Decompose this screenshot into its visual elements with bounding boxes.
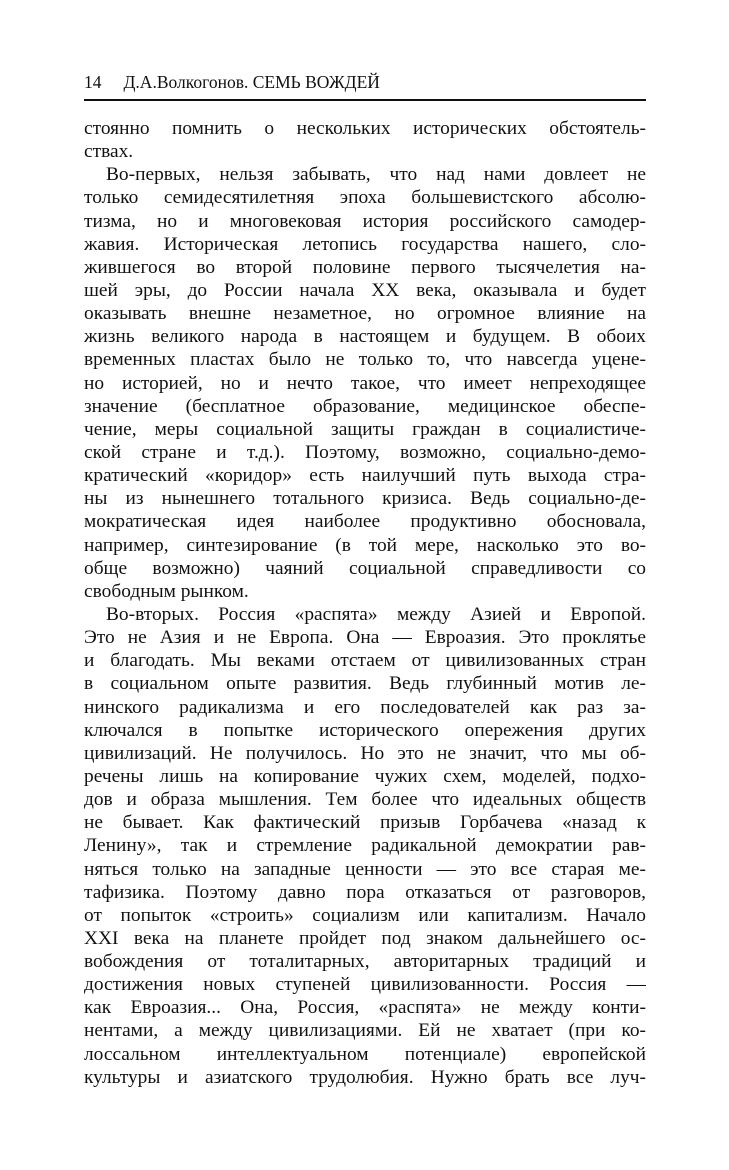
text-line: тизма, но и многовековая история российского самодер- xyxy=(84,210,646,232)
text-line: свободным рынком. xyxy=(84,580,249,602)
text-line: обще возможно) чаяний социальной справедливости со xyxy=(84,557,646,579)
book-page xyxy=(84,72,646,1089)
text-line: жизнь великого народа в настоящем и будущем. В обоих xyxy=(84,326,646,348)
text-line: но историей, но и нечто такое, что имеет непреходящее xyxy=(84,372,646,394)
text-line: Ленину», так и стремление радикальной демократии рав- xyxy=(84,835,646,857)
text-line: тафизика. Поэтому давно пора отказаться от разговоров, xyxy=(84,881,646,903)
text-line: жавия. Историческая летопись государства нашего, сло- xyxy=(84,233,646,255)
text-line: только семидесятилетняя эпоха большевистского абсолю- xyxy=(84,187,646,209)
text-line: стоянно помнить о нескольких исторических обстоятель- xyxy=(84,118,646,139)
running-title: Д.А.Волкогонов. СЕМЬ ВОЖДЕЙ xyxy=(123,72,380,92)
text-line: Это не Азия и не Европа. Она — Евроазия. Это проклятье xyxy=(84,627,646,649)
header-rule xyxy=(84,99,646,101)
text-line: временных пластах было не только то, что навсегда уцене- xyxy=(84,349,646,371)
text-line: Во-первых, нельзя забывать, что над нами довлеет не xyxy=(106,164,646,186)
text-line: ключался в попытке исторического опережения других xyxy=(84,719,646,741)
text-line: оказывать внешне незаметное, но огромное влияние на xyxy=(84,303,646,325)
text-line: вобождения от тоталитарных, авторитарных традиций и xyxy=(84,951,646,973)
text-line: цивилизаций. Не получилось. Но это не значит, что мы об- xyxy=(84,742,646,764)
text-line: кратический «коридор» есть наилучший путь выхода стра- xyxy=(84,465,646,487)
paragraph xyxy=(84,163,646,603)
text-line: от попыток «строить» социализм или капитализм. Начало xyxy=(84,904,646,926)
text-line: лоссальном интеллектуальном потенциале) европейской xyxy=(84,1043,646,1065)
text-line: XXI века на планете пройдет под знаком дальнейшего ос- xyxy=(84,927,646,949)
text-line: достижения новых ступеней цивилизованности. Россия — xyxy=(84,974,646,996)
running-head xyxy=(84,72,646,96)
text-line: речены лишь на копирование чужих схем, моделей, подхо- xyxy=(84,765,646,787)
text-line: значение (бесплатное образование, медицинское обеспе- xyxy=(84,395,646,417)
text-line: жившегося во второй половине первого тысячелетия на- xyxy=(84,256,646,278)
text-line: Во-вторых. Россия «распята» между Азией и Европой. xyxy=(106,603,646,625)
text-line: дов и образа мышления. Тем более что идеальных обществ xyxy=(84,789,646,811)
text-line: как Евроазия... Она, Россия, «распята» не между конти- xyxy=(84,997,646,1019)
text-line: няться только на западные ценности — это все старая ме- xyxy=(84,858,646,880)
paragraph xyxy=(84,603,646,1089)
text-line: чение, меры социальной защиты граждан в социалистиче- xyxy=(84,418,646,440)
text-line: ствах. xyxy=(84,141,134,163)
paragraph xyxy=(84,117,646,163)
text-line: в социальном опыте развития. Ведь глубинный мотив ле- xyxy=(84,673,646,695)
text-line: не бывает. Как фактический призыв Горбачева «назад к xyxy=(84,812,646,834)
text-line: культуры и азиатского трудолюбия. Нужно брать все луч- xyxy=(84,1066,646,1088)
text-line: ской стране и т.д.). Поэтому, возможно, социально-демо- xyxy=(84,441,646,463)
text-line: мократическая идея наиболее продуктивно обосновала, xyxy=(84,511,646,533)
text-line: нентами, а между цивилизациями. Ей не хватает (при ко- xyxy=(84,1020,646,1042)
page-number: 14 xyxy=(84,72,102,92)
text-line: нинского радикализма и его последователей как раз за- xyxy=(84,696,646,718)
text-line: шей эры, до России начала XX века, оказывала и будет xyxy=(84,279,646,301)
body-text xyxy=(84,117,646,1089)
text-line: и благодать. Мы веками отстаем от цивилизованных стран xyxy=(84,650,646,672)
text-line: ны из нынешнего тотального кризиса. Ведь социально-де- xyxy=(84,488,646,510)
text-line: например, синтезирование (в той мере, насколько это во- xyxy=(84,534,646,556)
